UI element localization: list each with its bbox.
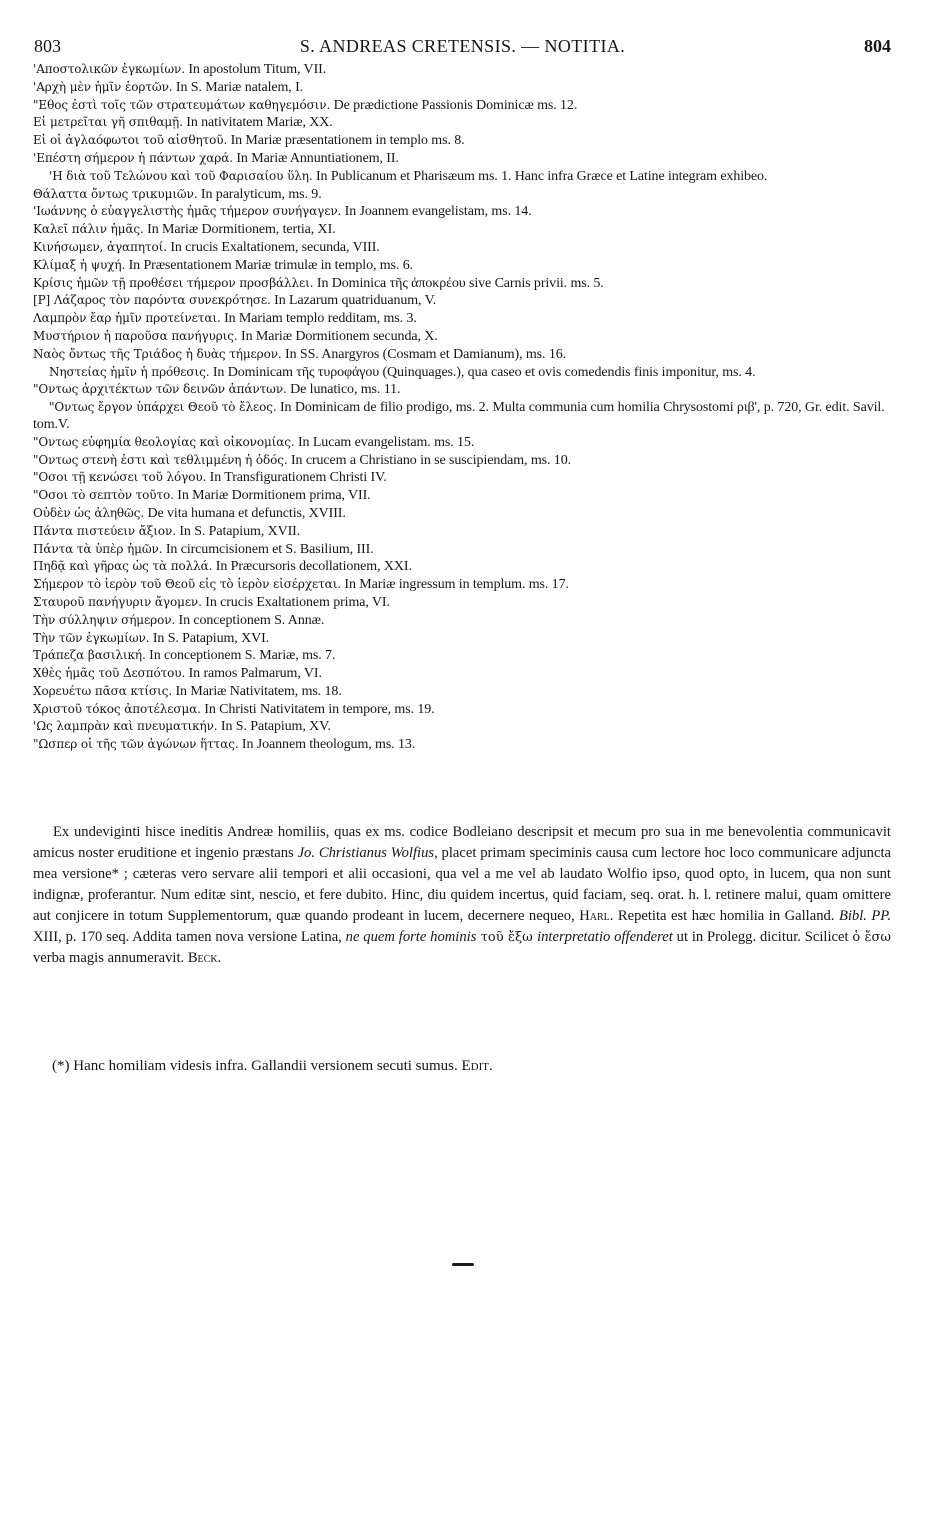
greek-phrase-2: ὁ ἔσω (852, 929, 891, 945)
latin-description: In Lazarum quatriduanum, V. (270, 293, 437, 309)
footnote (52, 1056, 872, 1076)
greek-incipit: Χθὲς ἡμᾶς τοῦ Δεσπότου. (33, 666, 186, 681)
quote-italic-2: interpretatio offenderet (537, 928, 673, 945)
latin-description: In Mariæ ingressum in templum. ms. 17. (341, 577, 569, 593)
latin-description: In Mariæ Nativitatem, ms. 18. (172, 683, 342, 699)
latin-description: In crucis Exaltationem, secunda, VIII. (166, 239, 380, 255)
latin-description: In S. Patapium, XVI. (149, 630, 270, 646)
latin-description: In Præsentationem Mariæ trimulæ in templo, ms. 6. (125, 257, 414, 273)
paragraph-text-1: Ex undeviginti hisce ineditis Andreæ homiliis, quas ex ms. codice Bodleiano descripsit et mecum pro sua in me benevolentia communicavit amicus noster eruditione et ingenio præstans (33, 824, 891, 861)
latin-description: In Christi Nativitatem in tempore, ms. 19. (200, 701, 435, 717)
latin-description: In ramos Palmarum, VI. (185, 666, 322, 682)
latin-description: In S. Mariæ natalem, I. (172, 79, 304, 95)
greek-incipit: Πηδᾷ καὶ γῆρας ὡς τὰ πολλά. (33, 559, 213, 574)
homily-entry (33, 150, 893, 168)
latin-description: De lunatico, ms. 11. (286, 382, 401, 398)
latin-description: In Lucam evangelistam. ms. 15. (294, 434, 475, 450)
homily-entry (33, 186, 893, 204)
greek-incipit: "Οσοι τὸ σεπτὸν τοῦτο. (33, 488, 174, 503)
beck-signature: Beck. (187, 950, 222, 967)
greek-incipit: "Οντως ἀρχιτέκτων τῶν δεινῶν ἁπάντων. (33, 382, 287, 397)
greek-incipit: Τράπεζα βασιλική. (33, 648, 146, 663)
greek-incipit: "Εθος ἐστὶ τοῖς τῶν στρατευμάτων καθηγεμόσιν. (33, 97, 331, 112)
homily-entry (33, 452, 893, 470)
homily-entry (33, 558, 893, 576)
homily-entry (33, 275, 893, 293)
latin-description: In S. Patapium, XV. (217, 719, 331, 735)
latin-description: In conceptionem S. Mariæ, ms. 7. (145, 648, 336, 664)
homily-entry (33, 469, 893, 487)
latin-description: In Mariæ Dormitionem secunda, X. (237, 328, 438, 344)
latin-description: In Joannem theologum, ms. 13. (238, 737, 416, 753)
homily-entry (33, 328, 893, 346)
greek-incipit: Σήμερον τὸ ἱερὸν τοῦ Θεοῦ εἰς τὸ ἱερὸν εἰσέρχεται. (33, 577, 342, 592)
greek-incipit: Μυστήριον ἡ παροῦσα πανήγυρις. (33, 328, 238, 343)
latin-description: In crucem a Christiano in se suscipiendam, ms. 10. (287, 452, 571, 468)
homily-entry (33, 346, 893, 364)
latin-description: De prædictione Passionis Dominicæ ms. 12. (330, 97, 578, 113)
latin-description: In Mariæ Dormitionem prima, VII. (173, 488, 371, 504)
greek-incipit: "Οντως στενὴ ἐστι καὶ τεθλιμμένη ἡ ὁδός. (33, 452, 288, 467)
homily-entry (33, 399, 893, 434)
paragraph-text-6: verba magis annumeravit. (33, 950, 188, 967)
greek-incipit: Χριστοῦ τόκος ἀποτέλεσμα. (33, 701, 201, 716)
homily-entry (33, 364, 893, 382)
homily-entry (33, 79, 893, 97)
harl-signature: Harl. (579, 907, 614, 924)
greek-incipit: "Οντως εὐφημία θεολογίας καὶ οἰκονομίας. (33, 434, 295, 449)
quote-italic-1: ne quem forte hominis (345, 928, 477, 945)
end-ornament (452, 1263, 474, 1266)
greek-incipit: Εἰ οἱ ἀγλαόφωτοι τοῦ αἰσθητοῦ. (33, 133, 228, 148)
greek-phrase-1: τοῦ ἔξω (476, 929, 538, 945)
footnote-edit-signature: Edit. (461, 1058, 493, 1074)
bibl-reference: Bibl. PP. (838, 907, 891, 924)
greek-incipit: Πάντα πιστεύειν ἄξιον. (33, 523, 176, 538)
latin-description: In Mariæ præsentationem in templo ms. 8. (227, 133, 465, 149)
greek-incipit: Πάντα τὰ ὑπὲρ ἡμῶν. (33, 541, 163, 556)
homily-entry (33, 434, 893, 452)
homily-entry (33, 310, 893, 328)
latin-description: In paralyticum, ms. 9. (197, 186, 322, 202)
latin-description: In S. Patapium, XVII. (175, 523, 301, 539)
latin-description: In crucis Exaltationem prima, VI. (201, 594, 390, 610)
greek-incipit: Λαμπρὸν ἔαρ ἡμῖν προτείνεται. (33, 311, 221, 326)
page-number-right: 804 (864, 36, 891, 56)
running-head (34, 34, 891, 58)
greek-incipit: Ναὸς ὄντως τῆς Τριάδος ἡ δυὰς τήμερον. (33, 346, 282, 361)
homily-entry (33, 683, 893, 701)
latin-description: In nativitatem Mariæ, XX. (182, 115, 333, 131)
homily-entry (33, 381, 893, 399)
homily-entry (33, 505, 893, 523)
footnote-text: (*) Hanc homiliam videsis infra. Gallandii versionem secuti sumus. (52, 1058, 462, 1074)
latin-description: In Mariæ Annuntiationem, II. (232, 150, 399, 166)
greek-incipit: Καλεῖ πάλιν ἡμᾶς. (33, 222, 144, 237)
homily-entry (33, 701, 893, 719)
greek-incipit: Οὐδὲν ὡς ἀληθῶς. (33, 505, 145, 520)
homily-entry (33, 612, 893, 630)
homily-entry (33, 203, 893, 221)
homily-entry (33, 523, 893, 541)
greek-incipit: Θάλαττα ὄντως τρικυμιῶν. (33, 186, 198, 201)
greek-incipit: "Οσοι τῇ κενώσει τοῦ λόγου. (33, 470, 207, 485)
latin-description: In SS. Anargyros (Cosmam et Damianum), ms. 16. (281, 346, 567, 362)
latin-description: De vita humana et defunctis, XVIII. (144, 505, 346, 521)
latin-description: In Transfigurationem Christi IV. (206, 470, 387, 486)
greek-incipit: Σταυροῦ πανήγυριν ἄγομεν. (33, 594, 202, 609)
greek-incipit: 'Ιωάννης ὁ εὐαγγελιστὴς ἡμᾶς τήμερον συνήγαγεν. (33, 204, 342, 219)
greek-incipit: 'Η διὰ τοῦ Τελώνου καὶ τοῦ Φαρισαίου ὕλη. (49, 168, 313, 183)
latin-description: In Præcursoris decollationem, XXI. (212, 559, 412, 575)
latin-description: In Publicanum et Pharisæum ms. 1. Hanc infra Græce et Latine integram exhibeo. (312, 168, 768, 184)
homily-entry (33, 114, 893, 132)
greek-incipit: "Οντως ἔργον ὑπάρχει Θεοῦ τὸ ἔλεος. (49, 400, 277, 415)
paragraph-text-5: ut in Prolegg. dicitur. Scilicet (672, 928, 853, 945)
homily-entry (33, 576, 893, 594)
running-title: S. ANDREAS CRETENSIS. — NOTITIA. (299, 36, 626, 56)
latin-description: In Dominicam τῆς τυροφάγου (Quinquages.), qua caseo et ovis comedendis finis imponitur, ms. 4. (209, 364, 756, 380)
homily-list (33, 61, 893, 754)
greek-incipit: Κλίμαξ ἡ ψυχή. (33, 257, 126, 272)
latin-description: In apostolum Titum, VII. (184, 62, 327, 77)
homily-entry (33, 221, 893, 239)
greek-incipit: Νηστείας ἡμῖν ἡ πρόθεσις. (49, 364, 210, 379)
greek-incipit: 'Ως λαμπρὰν καὶ πνευματικήν. (33, 719, 218, 734)
homily-entry (33, 239, 893, 257)
paragraph-text-4: XIII, p. 170 seq. Addita tamen nova versione Latina, (33, 928, 346, 945)
greek-incipit: Εἰ μετρεῖται γῆ σπιθαμῇ. (33, 115, 183, 130)
latin-description: In Mariæ Dormitionem, tertia, XI. (143, 222, 336, 238)
greek-incipit: Τὴν σύλληψιν σήμερον. (33, 612, 176, 627)
homily-entry (33, 257, 893, 275)
greek-incipit: [P] Λάζαρος τὸν παρόντα συνεκρότησε. (33, 293, 271, 308)
homily-entry (33, 665, 893, 683)
greek-incipit: Χορευέτω πᾶσα κτίσις. (33, 683, 173, 698)
homily-entry (33, 487, 893, 505)
homily-entry (33, 718, 893, 736)
latin-description: In Mariam templo redditam, ms. 3. (220, 311, 417, 327)
greek-incipit: "Ωσπερ οἱ τῆς τῶν ἀγώνων ἥττας. (33, 737, 239, 752)
greek-incipit: Κρίσις ἡμῶν τῇ προθέσει τήμερον προσβάλλει. (33, 275, 314, 290)
latin-description: In conceptionem S. Annæ. (175, 612, 325, 628)
greek-incipit: Κινήσωμεν, ἀγαπητοί. (33, 239, 167, 254)
homily-entry (33, 736, 893, 754)
homily-entry (33, 132, 893, 150)
greek-incipit: 'Αρχὴ μὲν ἡμῖν ἑορτῶν. (33, 79, 173, 94)
greek-incipit: 'Επέστη σήμερον ἡ πάντων χαρά. (33, 150, 233, 165)
homily-entry (33, 97, 893, 115)
homily-entry (33, 594, 893, 612)
greek-incipit: 'Αποστολικῶν ἐγκωμίων. (33, 62, 185, 76)
latin-description: In Dominica τῆς ἀποκρέου sive Carnis privii. ms. 5. (313, 275, 604, 291)
homily-entry (33, 630, 893, 648)
author-name: Jo. Christianus Wolfius (297, 844, 435, 861)
homily-entry (33, 61, 893, 79)
homily-entry (33, 168, 893, 186)
latin-description: In Dominicam de filio prodigo, ms. 2. Multa communia cum homilia Chrysostomi ριβ', p. 720, Gr. edit. Savil. tom.V. (33, 400, 885, 432)
paragraph-text-3: Repetita est hæc homilia in Galland. (613, 907, 839, 924)
page-number-left: 803 (34, 36, 61, 56)
paragraph-text-2: , placet primam speciminis causa cum lectore hoc loco communicare adjuncta mea versione* ; cæteras vero servare alii tempori et alii occasioni, qua vel a me vel ab laudato Wolfio ipso, quod opto, in lucem, qua non sunt indignæ, proferantur. Num editæ sint, nescio, et fere dubito. Hinc, diu quidem incertus, quid faciam, seq. orat. h. l. retinere malui, quam omittere aut conjicere in totum Supplementorum, quæ quando prodeant in lucem, decernere nequeo, (33, 844, 891, 924)
latin-description: In circumcisionem et S. Basilium, III. (162, 541, 374, 557)
homily-entry (33, 541, 893, 559)
homily-entry (33, 647, 893, 665)
editorial-paragraph (33, 822, 891, 969)
greek-incipit: Τὴν τῶν ἐγκωμίων. (33, 630, 150, 645)
latin-description: In Joannem evangelistam, ms. 14. (341, 204, 532, 220)
homily-entry (33, 292, 893, 310)
